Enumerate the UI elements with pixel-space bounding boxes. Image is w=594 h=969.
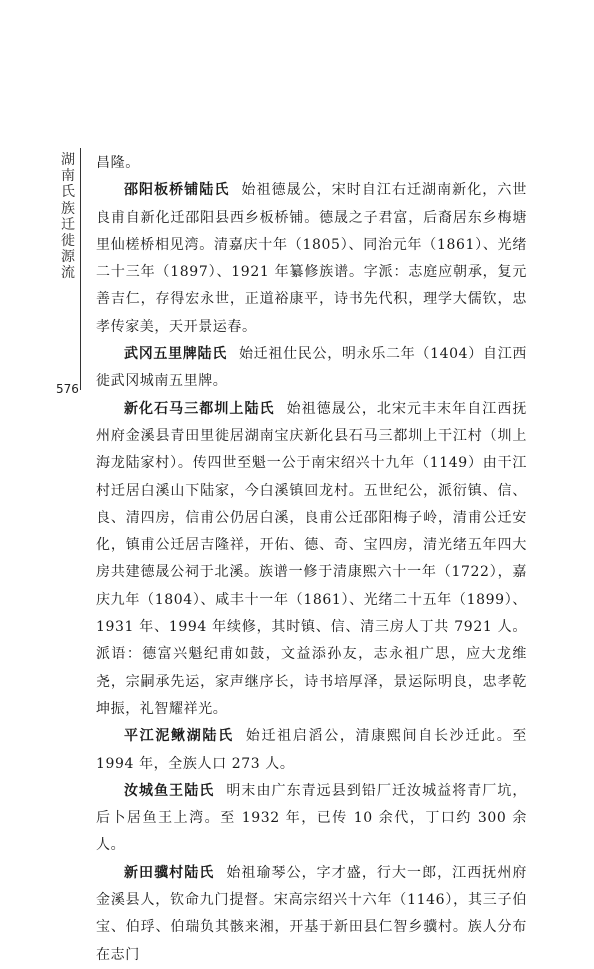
paragraph-xinhua-shima <box>96 396 527 724</box>
paragraph-wugang-wulipai <box>96 341 527 396</box>
clan-heading: 新化石马三都圳上陆氏 <box>124 400 275 417</box>
paragraph-rucheng-yuwang <box>96 778 527 860</box>
clan-heading: 汝城鱼王陆氏 <box>124 782 215 799</box>
running-title: 湖南氏族迁徙源流 <box>61 152 75 282</box>
paragraph-continuation <box>96 150 527 177</box>
main-text <box>96 150 527 969</box>
paragraph-xintian-jicun <box>96 860 527 969</box>
clan-heading: 平江泥鳅湖陆氏 <box>124 728 234 745</box>
margin-rule <box>80 148 81 390</box>
paragraph-text: 昌隆。 <box>96 155 140 171</box>
paragraph-pingjiang-niqiuhu <box>96 723 527 778</box>
paragraph-text: 明末由广东青远县到铅厂迁汝城益将青厂坑，后卜居鱼王上湾。至 1932 年，已传 10 余代，丁口约 300 余人。 <box>96 782 527 854</box>
clan-heading: 武冈五里牌陆氏 <box>124 346 227 363</box>
paragraph-text: 始迁祖仕民公，明永乐二年（1404）自江西徙武冈城南五里牌。 <box>96 346 527 390</box>
paragraph-text: 始祖德晟公，北宋元丰末年自江西抚州府金溪县青田里徙居湖南宝庆新化县石马三都圳上干江村（圳上海龙陆家村）。传四世至魁一公于南宋绍兴十九年（1149）由干江村迁居白溪山下陆家，今白溪镇回龙村。五世纪公，派衍镇、信、良、清四房，信甫公仍居白溪，良甫公迁邵阳梅子岭，清甫公迁安化，镇甫公迁居吉隆祥，开佑、德、奇、宝四房，清光绪五年四大房共建德晟公祠于北溪。族谱一修于清康熙六十一年（1722），嘉庆九年（1804）、咸丰十一年（1861）、光绪二十五年（1899）、1931 年、1994 年续修，其时镇、信、清三房人丁共 7921 人。派语：德富兴魁纪甫如鼓，文益添孙友，志永祖广思，应大龙维尧，宗嗣承先运，家声继序长，诗书培厚泽，景运际明良，忠孝乾坤振，礼智耀祥光。 <box>96 400 527 717</box>
paragraph-text: 始祖德晟公，宋时自江右迁湖南新化，六世良甫自新化迁邵阳县西乡板桥铺。德晟之子君富，后裔居东乡梅塘里仙槎桥相见湾。清嘉庆十年（1805）、同治元年（1861）、光绪二十三年（1897）、1921 年纂修族谱。字派：志庭应朝承，复元善吉仁，存得宏永世，正道裕康平，诗书先代积，理学大儒钦，忠孝传家美，天开景运春。 <box>96 182 527 335</box>
paragraph-text: 始迁祖启滔公，清康熙间自长沙迁此。至 1994 年，全族人口 273 人。 <box>96 728 527 772</box>
page-number: 576 <box>56 382 79 396</box>
paragraph-text: 始祖瑜琴公，字才盛，行大一郎，江西抚州府金溪县人，钦命九门提督。宋高宗绍兴十六年（1146），其三子伯宝、伯琈、伯瑞负其骸来湘，开基于新田县仁智乡骥村。族人分布在志门 <box>96 864 527 963</box>
clan-heading: 邵阳板桥铺陆氏 <box>124 182 230 199</box>
paragraph-shaoyang-banqiaopu <box>96 177 527 341</box>
clan-heading: 新田骥村陆氏 <box>124 864 215 881</box>
